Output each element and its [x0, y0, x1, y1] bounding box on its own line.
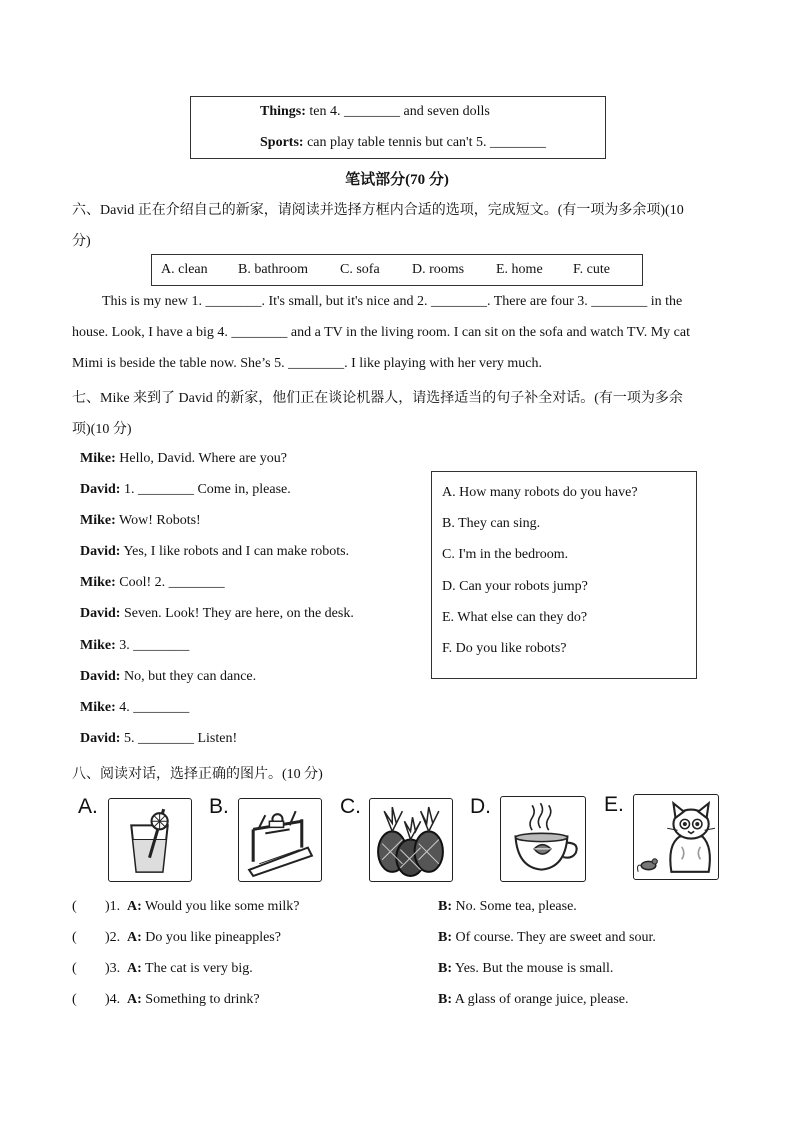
speaker: Mike:	[80, 700, 116, 715]
answer-paren: (	[72, 899, 77, 914]
section7-option: B. They can sing.	[442, 516, 541, 531]
section6-option: C. sofa	[340, 262, 380, 277]
b-label: B:	[438, 899, 452, 914]
question-row	[72, 992, 732, 1008]
section6-instruction-line2: 分)	[72, 234, 91, 249]
section6-passage-line3: Mimi is beside the table now. She’s 5. ________. I like playing with her very much.	[72, 356, 542, 371]
speaker: Mike:	[80, 638, 116, 653]
section6-option: E. home	[496, 262, 543, 277]
question-row	[72, 961, 732, 977]
answer-paren: (	[72, 930, 77, 945]
sports-line	[260, 135, 546, 151]
orange-juice-icon	[109, 799, 190, 880]
section6-option: D. rooms	[412, 262, 465, 277]
section7-option: A. How many robots do you have?	[442, 485, 638, 500]
b-text: A glass of orange juice, please.	[454, 992, 629, 1007]
answer-paren: (	[72, 961, 77, 976]
answer-paren: (	[72, 992, 77, 1007]
things-label: Things:	[260, 104, 306, 119]
speaker: David:	[80, 669, 121, 684]
question-number: )4.	[105, 992, 121, 1007]
dialogue-text: Cool! 2. ________	[119, 575, 225, 590]
a-text: Something to drink?	[145, 992, 260, 1007]
section7-option: F. Do you like robots?	[442, 641, 567, 656]
b-text: No. Some tea, please.	[455, 899, 577, 914]
dialogue-line	[80, 638, 189, 654]
dialogue-text: Yes, I like robots and I can make robots.	[123, 544, 350, 559]
question-a	[127, 930, 281, 946]
picture-e	[633, 794, 719, 880]
section6-option: B. bathroom	[238, 262, 308, 277]
question-a	[127, 992, 260, 1008]
dialogue-line	[80, 544, 349, 560]
dialogue-line	[80, 731, 237, 747]
picture-letter-e: E.	[604, 793, 624, 816]
a-text: Do you like pineapples?	[145, 930, 281, 945]
dialogue-text: No, but they can dance.	[123, 669, 257, 684]
section7-instruction-line1: 七、Mike 来到了 David 的新家，他们正在谈论机器人，请选择适当的句子补全对话。(有一项为多余	[72, 391, 683, 406]
picture-letter-d: D.	[470, 795, 491, 818]
dialogue-text: Seven. Look! They are here, on the desk.	[123, 606, 354, 621]
dialogue-text: 5. ________ Listen!	[123, 731, 238, 746]
picture-d	[500, 796, 586, 882]
speaker: David:	[80, 606, 121, 621]
b-text: Yes. But the mouse is small.	[454, 961, 614, 976]
picture-letter-b: B.	[209, 795, 229, 818]
cat-and-mouse-icon	[634, 795, 717, 878]
dialogue-line	[80, 451, 287, 467]
dialogue-text: Hello, David. Where are you?	[119, 451, 287, 466]
speaker: Mike:	[80, 575, 116, 590]
question-number: )1.	[105, 899, 121, 914]
picture-c	[369, 798, 453, 882]
dialogue-text: 3. ________	[119, 638, 190, 653]
sports-label: Sports:	[260, 135, 304, 150]
question-b	[438, 992, 629, 1008]
section6-option: A. clean	[161, 262, 208, 277]
a-label: A:	[127, 899, 142, 914]
a-label: A:	[127, 930, 142, 945]
a-text: The cat is very big.	[145, 961, 253, 976]
dialogue-line	[80, 606, 354, 622]
question-b	[438, 899, 577, 915]
pineapples-icon	[370, 799, 451, 880]
dialogue-line	[80, 513, 201, 529]
section6-passage-line2: house. Look, I have a big 4. ________ and a TV in the living room. I can sit on the sofa and watch TV. My cat	[72, 325, 690, 340]
question-number: )3.	[105, 961, 121, 976]
treadmill-icon	[239, 799, 320, 880]
section7-instruction-line2: 项)(10 分)	[72, 422, 132, 437]
b-text: Of course. They are sweet and sour.	[455, 930, 656, 945]
question-row	[72, 930, 732, 946]
dialogue-line	[80, 669, 256, 685]
section6-option: F. cute	[573, 262, 610, 277]
dialogue-text: 1. ________ Come in, please.	[123, 482, 291, 497]
speaker: David:	[80, 482, 121, 497]
b-label: B:	[438, 930, 452, 945]
picture-letter-c: C.	[340, 795, 361, 818]
speaker: David:	[80, 544, 121, 559]
a-label: A:	[127, 961, 142, 976]
question-a	[127, 899, 299, 915]
speaker: Mike:	[80, 513, 116, 528]
b-label: B:	[438, 961, 452, 976]
question-b	[438, 961, 613, 977]
speaker: David:	[80, 731, 121, 746]
section6-instruction-line1: 六、David 正在介绍自己的新家，请阅读并选择方框内合适的选项，完成短文。(有一项为多余项)(10	[72, 203, 684, 218]
picture-a	[108, 798, 192, 882]
a-label: A:	[127, 992, 142, 1007]
question-row	[72, 899, 732, 915]
section7-option: D. Can your robots jump?	[442, 579, 588, 594]
question-number: )2.	[105, 930, 121, 945]
sports-text: can play table tennis but can't 5. ________	[307, 135, 546, 150]
section6-options-box	[151, 254, 643, 286]
dialogue-line	[80, 700, 189, 716]
dialogue-text: Wow! Robots!	[119, 513, 201, 528]
picture-b	[238, 798, 322, 882]
question-b	[438, 930, 656, 946]
section6-passage-line1: This is my new 1. ________. It's small, but it's nice and 2. ________. There are four 3. ________ in the	[102, 294, 683, 309]
tea-cup-icon	[501, 797, 584, 880]
speaker: Mike:	[80, 451, 116, 466]
dialogue-line	[80, 482, 291, 498]
picture-letter-a: A.	[78, 795, 98, 818]
things-text: ten 4. ________ and seven dolls	[309, 104, 490, 119]
section8-instruction: 八、阅读对话，选择正确的图片。(10 分)	[72, 767, 323, 782]
written-part-title: 笔试部分(70 分)	[345, 172, 449, 188]
dialogue-text: 4. ________	[119, 700, 190, 715]
things-line	[260, 104, 490, 120]
section7-option: C. I'm in the bedroom.	[442, 547, 569, 562]
section7-option: E. What else can they do?	[442, 610, 588, 625]
b-label: B:	[438, 992, 452, 1007]
question-a	[127, 961, 253, 977]
dialogue-line	[80, 575, 225, 591]
a-text: Would you like some milk?	[145, 899, 300, 914]
